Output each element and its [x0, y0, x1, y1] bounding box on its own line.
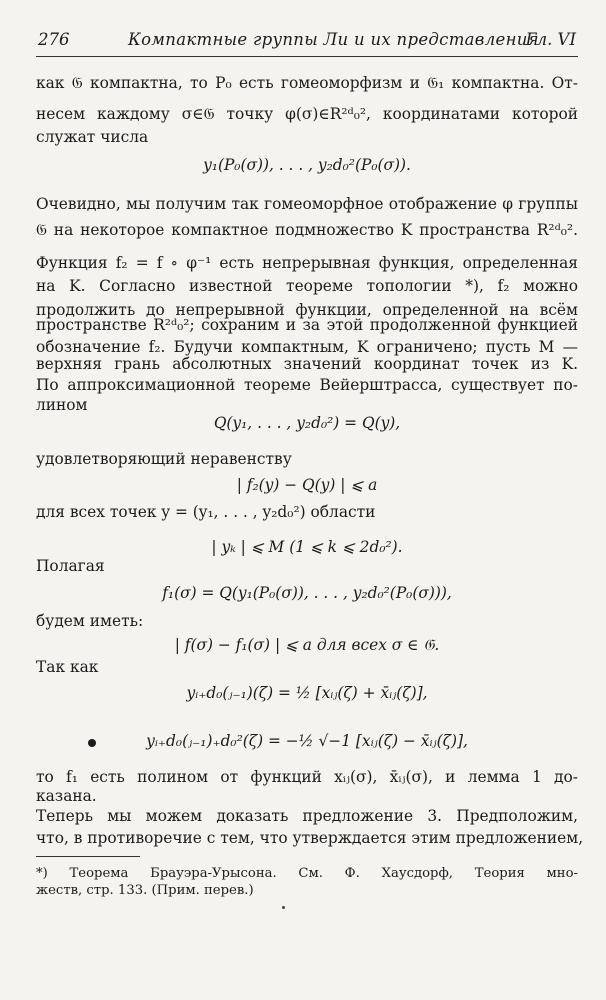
running-head — [38, 30, 576, 54]
footnote-line: *) Теорема Брауэра-Урысона. См. Ф. Хаусдорф, Теория мно- — [36, 866, 578, 881]
text-line: как 𝔊 компактна, то P₀ есть гомеоморфизм и 𝔊₁ компактна. От- — [36, 74, 578, 92]
formula: f₁(σ) = Q(y₁(P₀(σ)), . . . , y₂d₀²(P₀(σ))), — [162, 584, 452, 602]
text-line: Полагая — [36, 557, 105, 575]
text-line: Теперь мы можем доказать предложение 3. Предположим, — [36, 807, 578, 825]
footnote-rule — [36, 856, 140, 857]
text-line: 𝔊 на некоторое компактное подмножество K пространства R²ᵈ₀². — [36, 221, 578, 239]
text-line: на K. Согласно известной теореме топологии *), f₂ можно — [36, 277, 578, 295]
formula: y₁(P₀(σ)), . . . , y₂d₀²(P₀(σ)). — [203, 156, 411, 174]
formula: | f(σ) − f₁(σ) | ⩽ a для всех σ ∈ 𝔊. — [174, 636, 440, 654]
formula: yᵢ₊d₀(ⱼ₋₁)₊d₀²(ζ) = −½ √−1 [xᵢⱼ(ζ) − x̄ᵢⱼ(ζ)], — [146, 732, 468, 750]
text-line: казана. — [36, 787, 97, 805]
running-title: Компактные группы Ли и их представления — [128, 30, 539, 49]
text-line: Очевидно, мы получим так гомеоморфное отображение φ группы — [36, 195, 578, 213]
text-line: Функция f₂ = f ∘ φ⁻¹ есть непрерывная функция, определенная — [36, 254, 578, 272]
formula: yᵢ₊d₀(ⱼ₋₁)(ζ) = ½ [xᵢⱼ(ζ) + x̄ᵢⱼ(ζ)], — [186, 684, 428, 702]
text-line: лином — [36, 396, 88, 414]
header-rule — [36, 56, 578, 57]
text-line: продолжить до непрерывной функции, определенной на всём — [36, 301, 578, 319]
text-line: будем иметь: — [36, 612, 144, 630]
formula: | f₂(y) − Q(y) | ⩽ a — [236, 476, 378, 494]
text-line: то f₁ есть полином от функций xᵢⱼ(σ), x̄ᵢⱼ(σ), и лемма 1 до- — [36, 768, 578, 786]
text-line: Так как — [36, 658, 99, 676]
text-line: для всех точек y = (y₁, . . . , y₂d₀²) области — [36, 503, 376, 521]
text-line: обозначение f₂. Будучи компактным, K ограничено; пусть M — — [36, 338, 578, 356]
formula: | yₖ | ⩽ M (1 ⩽ k ⩽ 2d₀²). — [211, 538, 403, 556]
text-line: пространстве R²ᵈ₀²; сохраним и за этой продолженной функцией — [36, 316, 578, 334]
chapter-label: Гл. VI — [525, 30, 576, 49]
text-line: служат числа — [36, 128, 149, 146]
formula: Q(y₁, . . . , y₂d₀²) = Q(y), — [213, 414, 401, 432]
page-number: 276 — [38, 30, 70, 49]
text-line: что, в противоречие с тем, что утверждается этим предложением, — [36, 829, 584, 847]
text-line: верхняя грань абсолютных значений координат точек из K. — [36, 355, 578, 373]
text-line: удовлетворяющий неравенству — [36, 450, 292, 468]
stray-dot — [282, 906, 285, 909]
footnote-line: жеств, стр. 133. (Прим. перев.) — [36, 883, 254, 898]
text-line: По аппроксимационной теореме Вейерштрасса, существует по- — [36, 376, 578, 394]
text-line: несем каждому σ∈𝔊 точку φ(σ)∈R²ᵈ₀², координатами которой — [36, 105, 578, 123]
